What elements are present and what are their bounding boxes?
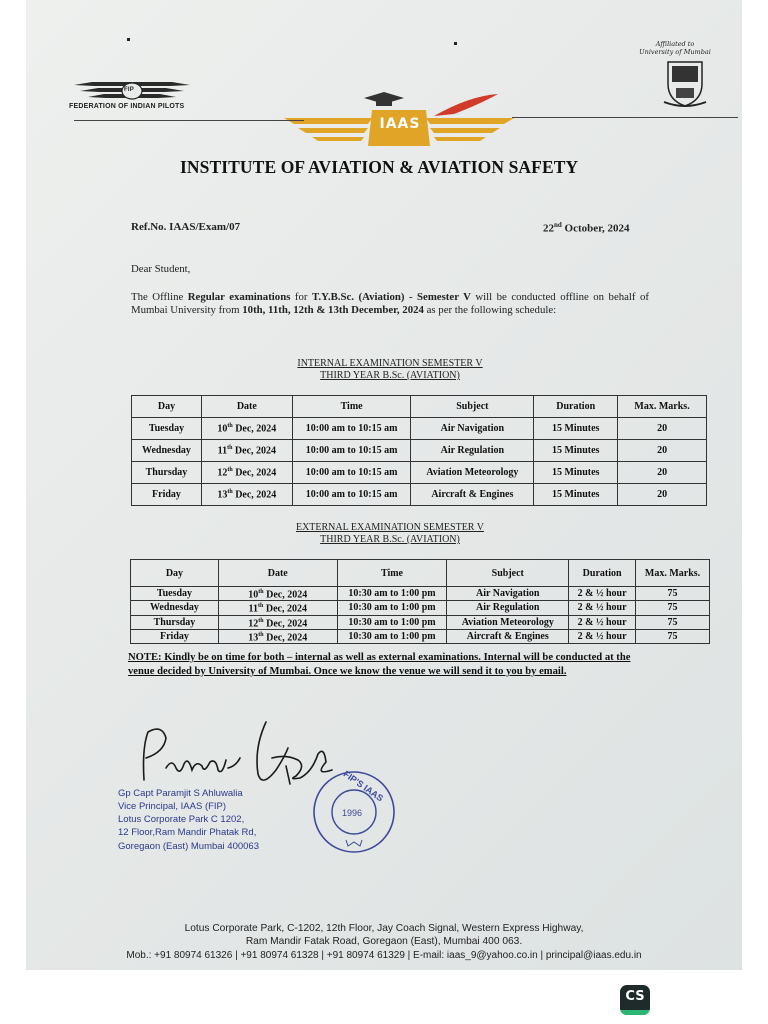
cell-duration: 2 & ½ hour xyxy=(569,601,636,615)
iaas-logo-text: IAAS xyxy=(379,116,421,132)
column-header: Duration xyxy=(534,396,618,418)
table-row xyxy=(132,484,707,506)
signatory-address-2: 12 Floor,Ram Mandir Phatak Rd, xyxy=(118,827,257,838)
cell-duration: 15 Minutes xyxy=(534,418,618,440)
speck xyxy=(454,42,457,45)
cell-duration: 2 & ½ hour xyxy=(569,615,636,629)
university-crest-icon xyxy=(662,58,708,108)
stamp-year: 1996 xyxy=(342,808,363,818)
cell-time: 10:00 am to 10:15 am xyxy=(292,462,411,484)
cell-day: Tuesday xyxy=(132,418,202,440)
cell-marks: 20 xyxy=(618,440,707,462)
cell-subject: Aircraft & Engines xyxy=(447,629,569,643)
table-header-row xyxy=(131,560,710,587)
header-rule-left xyxy=(74,120,304,121)
cell-marks: 75 xyxy=(636,615,710,629)
cell-day: Friday xyxy=(131,629,219,643)
internal-exam-table xyxy=(131,395,707,506)
column-header: Time xyxy=(292,396,411,418)
external-exam-table xyxy=(130,559,710,644)
column-header: Subject xyxy=(411,396,534,418)
salutation: Dear Student, xyxy=(131,263,191,275)
external-heading-1: EXTERNAL EXAMINATION SEMESTER V xyxy=(295,522,485,533)
header-rule-right xyxy=(512,117,738,118)
cell-day: Thursday xyxy=(131,615,219,629)
column-header: Max. Marks. xyxy=(618,396,707,418)
column-header: Duration xyxy=(569,560,636,587)
external-heading-2: THIRD YEAR B.Sc. (AVIATION) xyxy=(320,534,460,545)
cell-time: 10:30 am to 1:00 pm xyxy=(337,615,447,629)
letter-date: 22nd October, 2024 xyxy=(543,221,630,235)
cell-duration: 2 & ½ hour xyxy=(569,629,636,643)
column-header: Date xyxy=(218,560,337,587)
institute-title: INSTITUTE OF AVIATION & AVIATION SAFETY xyxy=(180,157,579,177)
cell-day: Tuesday xyxy=(131,587,219,601)
scanner-app-icon xyxy=(620,985,650,1015)
cell-day: Friday xyxy=(132,484,202,506)
cell-date: 13th Dec, 2024 xyxy=(201,484,292,506)
signatory-title: Vice Principal, IAAS (FIP) xyxy=(118,801,227,812)
column-header: Max. Marks. xyxy=(636,560,710,587)
signatory-address-1: Lotus Corporate Park C 1202, xyxy=(118,814,245,825)
cell-subject: Aviation Meteorology xyxy=(447,615,569,629)
institute-stamp xyxy=(312,770,396,854)
cell-time: 10:30 am to 1:00 pm xyxy=(337,587,447,601)
document-page xyxy=(26,0,742,970)
intro-paragraph: The Offline Regular examinations for T.Y.B.Sc. (Aviation) - Semester V will be conducted offline on behalf of Mumbai University from 10th, 11th, 12th & 13th December, 2024 as per the following schedule: xyxy=(131,291,650,316)
cell-subject: Air Navigation xyxy=(411,418,534,440)
table-header-row xyxy=(132,396,707,418)
cell-day: Thursday xyxy=(132,462,202,484)
cell-date: 12th Dec, 2024 xyxy=(218,615,337,629)
reference-number: Ref.No. IAAS/Exam/07 xyxy=(131,221,241,233)
table-row xyxy=(131,629,710,643)
cell-date: 13th Dec, 2024 xyxy=(218,629,337,643)
cell-time: 10:00 am to 10:15 am xyxy=(292,418,411,440)
cell-marks: 20 xyxy=(618,484,707,506)
cell-marks: 75 xyxy=(636,629,710,643)
column-header: Subject xyxy=(447,560,569,587)
cell-time: 10:00 am to 10:15 am xyxy=(292,440,411,462)
cell-subject: Air Regulation xyxy=(447,601,569,615)
cell-duration: 15 Minutes xyxy=(534,440,618,462)
affiliation-line-1: Affiliated to xyxy=(655,40,695,48)
iaas-logo xyxy=(284,88,514,148)
cell-date: 12th Dec, 2024 xyxy=(201,462,292,484)
stamp-text: FIP'S IAAS xyxy=(341,768,386,804)
internal-heading-1: INTERNAL EXAMINATION SEMESTER V xyxy=(297,358,483,369)
cell-subject: Air Regulation xyxy=(411,440,534,462)
footer-contact: Mob.: +91 80974 61326 | +91 80974 61328 | +91 80974 61329 | E-mail: iaas_9@yahoo.co.in | principal@iaas.edu.in xyxy=(126,950,642,961)
cell-marks: 75 xyxy=(636,601,710,615)
exam-note: NOTE: Kindly be on time for both – internal as well as external examinations. Internal will be conducted at the venue decided by University of Mumbai. Once we know the venue we will send it to you by email. xyxy=(128,652,631,677)
footer-address-1: Lotus Corporate Park, C-1202, 12th Floor, Jay Coach Signal, Western Express Highway, xyxy=(184,923,584,934)
scanner-badge-text: CS xyxy=(625,989,645,1004)
affiliation-line-2: University of Mumbai xyxy=(639,48,711,56)
speck xyxy=(127,38,130,41)
cell-date: 10th Dec, 2024 xyxy=(218,587,337,601)
footer-address-2: Ram Mandir Fatak Road, Goregaon (East), Mumbai 400 063. xyxy=(245,936,523,947)
cell-time: 10:00 am to 10:15 am xyxy=(292,484,411,506)
cell-date: 10th Dec, 2024 xyxy=(201,418,292,440)
column-header: Day xyxy=(132,396,202,418)
cell-duration: 15 Minutes xyxy=(534,462,618,484)
signatory-address-3: Goregaon (East) Mumbai 400063 xyxy=(118,841,259,852)
column-header: Date xyxy=(201,396,292,418)
cell-duration: 15 Minutes xyxy=(534,484,618,506)
column-header: Day xyxy=(131,560,219,587)
table-row xyxy=(132,440,707,462)
fip-logo xyxy=(69,78,192,114)
cell-time: 10:30 am to 1:00 pm xyxy=(337,601,447,615)
fip-badge-text: FIP xyxy=(124,87,134,93)
table-row xyxy=(131,587,710,601)
internal-heading-2: THIRD YEAR B.Sc. (AVIATION) xyxy=(320,370,460,381)
cell-date: 11th Dec, 2024 xyxy=(218,601,337,615)
table-row xyxy=(131,615,710,629)
cell-day: Wednesday xyxy=(132,440,202,462)
cell-duration: 2 & ½ hour xyxy=(569,587,636,601)
table-row xyxy=(131,601,710,615)
table-row xyxy=(132,462,707,484)
signatory-name: Gp Capt Paramjit S Ahluwalia xyxy=(118,788,243,799)
column-header: Time xyxy=(337,560,447,587)
federation-name: FEDERATION OF INDIAN PILOTS xyxy=(69,103,185,110)
cell-day: Wednesday xyxy=(131,601,219,615)
cell-subject: Aircraft & Engines xyxy=(411,484,534,506)
cell-time: 10:30 am to 1:00 pm xyxy=(337,629,447,643)
cell-subject: Air Navigation xyxy=(447,587,569,601)
cell-subject: Aviation Meteorology xyxy=(411,462,534,484)
cell-marks: 75 xyxy=(636,587,710,601)
table-row xyxy=(132,418,707,440)
cell-date: 11th Dec, 2024 xyxy=(201,440,292,462)
cell-marks: 20 xyxy=(618,462,707,484)
cell-marks: 20 xyxy=(618,418,707,440)
